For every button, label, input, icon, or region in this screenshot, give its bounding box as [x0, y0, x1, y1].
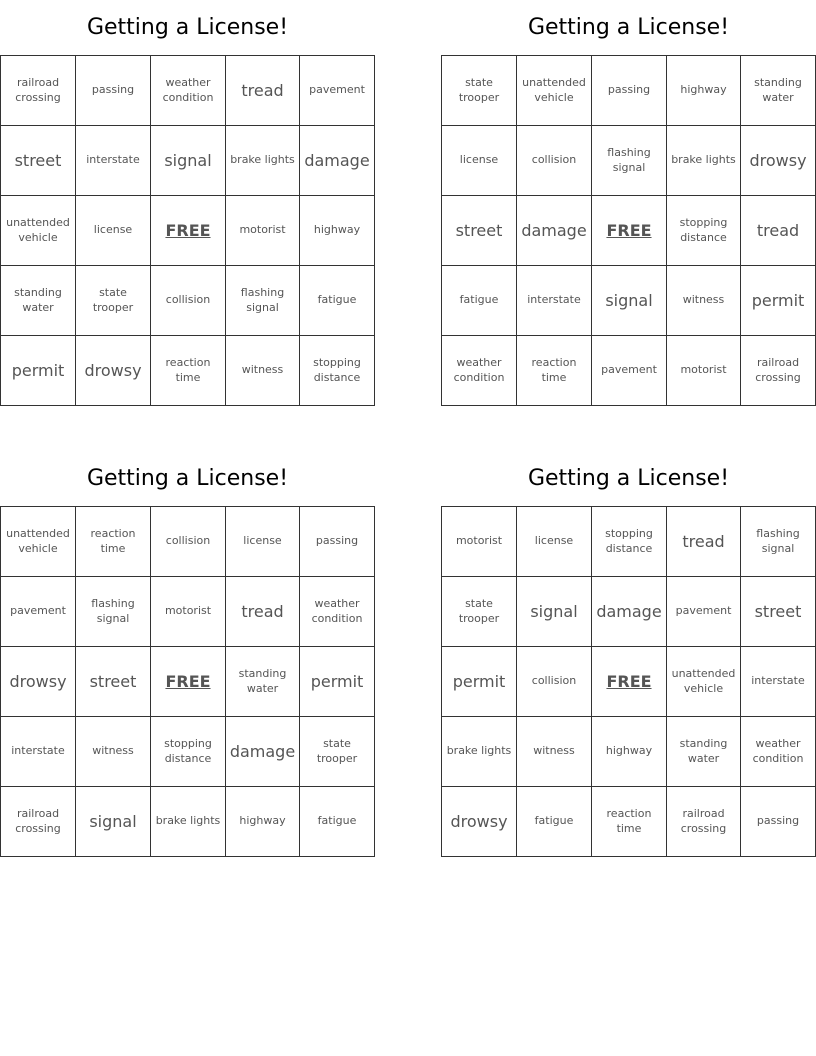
bingo-cell: railroad crossing: [741, 336, 816, 406]
bingo-grid: [0, 55, 375, 406]
bingo-cell: highway: [592, 717, 667, 787]
bingo-cell: signal: [76, 787, 151, 857]
bingo-cell: highway: [300, 196, 375, 266]
bingo-cell: flashing signal: [741, 507, 816, 577]
bingo-cell: unattended vehicle: [1, 196, 76, 266]
bingo-cell: standing water: [667, 717, 741, 787]
bingo-grid: [441, 506, 816, 857]
bingo-cell: stopping distance: [667, 196, 741, 266]
bingo-cell: passing: [592, 56, 667, 126]
bingo-cell: state trooper: [442, 577, 517, 647]
bingo-cell: weather condition: [151, 56, 226, 126]
bingo-cell: standing water: [1, 266, 76, 336]
card-title: Getting a License!: [527, 466, 730, 491]
bingo-cell: street: [76, 647, 151, 717]
bingo-cell: state trooper: [300, 717, 375, 787]
bingo-cell: collision: [517, 647, 592, 717]
bingo-cell: permit: [741, 266, 816, 336]
bingo-cell: state trooper: [76, 266, 151, 336]
bingo-cell: damage: [300, 126, 375, 196]
bingo-cell: motorist: [226, 196, 300, 266]
bingo-cell: damage: [226, 717, 300, 787]
bingo-cell: witness: [517, 717, 592, 787]
bingo-cell: signal: [592, 266, 667, 336]
bingo-cell: flashing signal: [592, 126, 667, 196]
bingo-cell: pavement: [667, 577, 741, 647]
bingo-cell: stopping distance: [300, 336, 375, 406]
bingo-cell: damage: [517, 196, 592, 266]
bingo-cell: license: [76, 196, 151, 266]
bingo-cell: permit: [1, 336, 76, 406]
bingo-cell: street: [442, 196, 517, 266]
bingo-cell: license: [226, 507, 300, 577]
bingo-cell: weather condition: [741, 717, 816, 787]
bingo-cell: tread: [226, 56, 300, 126]
free-space-cell: FREE: [151, 196, 226, 266]
bingo-cell: passing: [741, 787, 816, 857]
bingo-cell: weather condition: [300, 577, 375, 647]
bingo-cell: reaction time: [592, 787, 667, 857]
bingo-cell: fatigue: [300, 266, 375, 336]
bingo-cell: tread: [226, 577, 300, 647]
free-space-cell: FREE: [151, 647, 226, 717]
bingo-cell: brake lights: [667, 126, 741, 196]
bingo-cell: interstate: [76, 126, 151, 196]
bingo-cell: drowsy: [741, 126, 816, 196]
bingo-cell: pavement: [1, 577, 76, 647]
bingo-cell: stopping distance: [151, 717, 226, 787]
bingo-cell: tread: [741, 196, 816, 266]
bingo-cell: brake lights: [151, 787, 226, 857]
free-space-cell: FREE: [592, 647, 667, 717]
bingo-cell: standing water: [226, 647, 300, 717]
bingo-cell: license: [517, 507, 592, 577]
bingo-cell: passing: [76, 56, 151, 126]
bingo-cell: damage: [592, 577, 667, 647]
bingo-cell: stopping distance: [592, 507, 667, 577]
bingo-cell: flashing signal: [226, 266, 300, 336]
bingo-cell: collision: [151, 266, 226, 336]
bingo-cell: pavement: [300, 56, 375, 126]
bingo-cell: signal: [151, 126, 226, 196]
card-title: Getting a License!: [86, 466, 289, 491]
bingo-cell: street: [1, 126, 76, 196]
bingo-cell: witness: [226, 336, 300, 406]
card-title: Getting a License!: [86, 15, 289, 40]
bingo-cell: passing: [300, 507, 375, 577]
bingo-cell: motorist: [667, 336, 741, 406]
bingo-cell: collision: [517, 126, 592, 196]
bingo-cell: collision: [151, 507, 226, 577]
bingo-cell: permit: [442, 647, 517, 717]
bingo-cell: tread: [667, 507, 741, 577]
bingo-cell: highway: [226, 787, 300, 857]
card-title: Getting a License!: [527, 15, 730, 40]
bingo-cell: reaction time: [76, 507, 151, 577]
bingo-cell: drowsy: [442, 787, 517, 857]
bingo-cell: fatigue: [442, 266, 517, 336]
bingo-cell: signal: [517, 577, 592, 647]
bingo-cell: interstate: [517, 266, 592, 336]
bingo-cell: railroad crossing: [1, 56, 76, 126]
bingo-cell: state trooper: [442, 56, 517, 126]
free-space-cell: FREE: [592, 196, 667, 266]
bingo-cell: unattended vehicle: [1, 507, 76, 577]
bingo-cell: standing water: [741, 56, 816, 126]
bingo-cell: brake lights: [442, 717, 517, 787]
bingo-cell: fatigue: [300, 787, 375, 857]
bingo-cell: drowsy: [76, 336, 151, 406]
bingo-cell: reaction time: [151, 336, 226, 406]
bingo-cell: interstate: [1, 717, 76, 787]
bingo-cell: flashing signal: [76, 577, 151, 647]
bingo-cell: fatigue: [517, 787, 592, 857]
bingo-cell: reaction time: [517, 336, 592, 406]
bingo-cell: railroad crossing: [1, 787, 76, 857]
bingo-cell: railroad crossing: [667, 787, 741, 857]
bingo-cell: weather condition: [442, 336, 517, 406]
bingo-cell: motorist: [151, 577, 226, 647]
bingo-cell: unattended vehicle: [667, 647, 741, 717]
bingo-cell: brake lights: [226, 126, 300, 196]
bingo-cell: permit: [300, 647, 375, 717]
bingo-grid: [441, 55, 816, 406]
bingo-cell: drowsy: [1, 647, 76, 717]
bingo-cell: unattended vehicle: [517, 56, 592, 126]
bingo-cell: interstate: [741, 647, 816, 717]
bingo-cell: witness: [76, 717, 151, 787]
bingo-cell: pavement: [592, 336, 667, 406]
bingo-grid: [0, 506, 375, 857]
bingo-cell: motorist: [442, 507, 517, 577]
bingo-cell: street: [741, 577, 816, 647]
bingo-cell: witness: [667, 266, 741, 336]
bingo-cell: license: [442, 126, 517, 196]
bingo-cell: highway: [667, 56, 741, 126]
